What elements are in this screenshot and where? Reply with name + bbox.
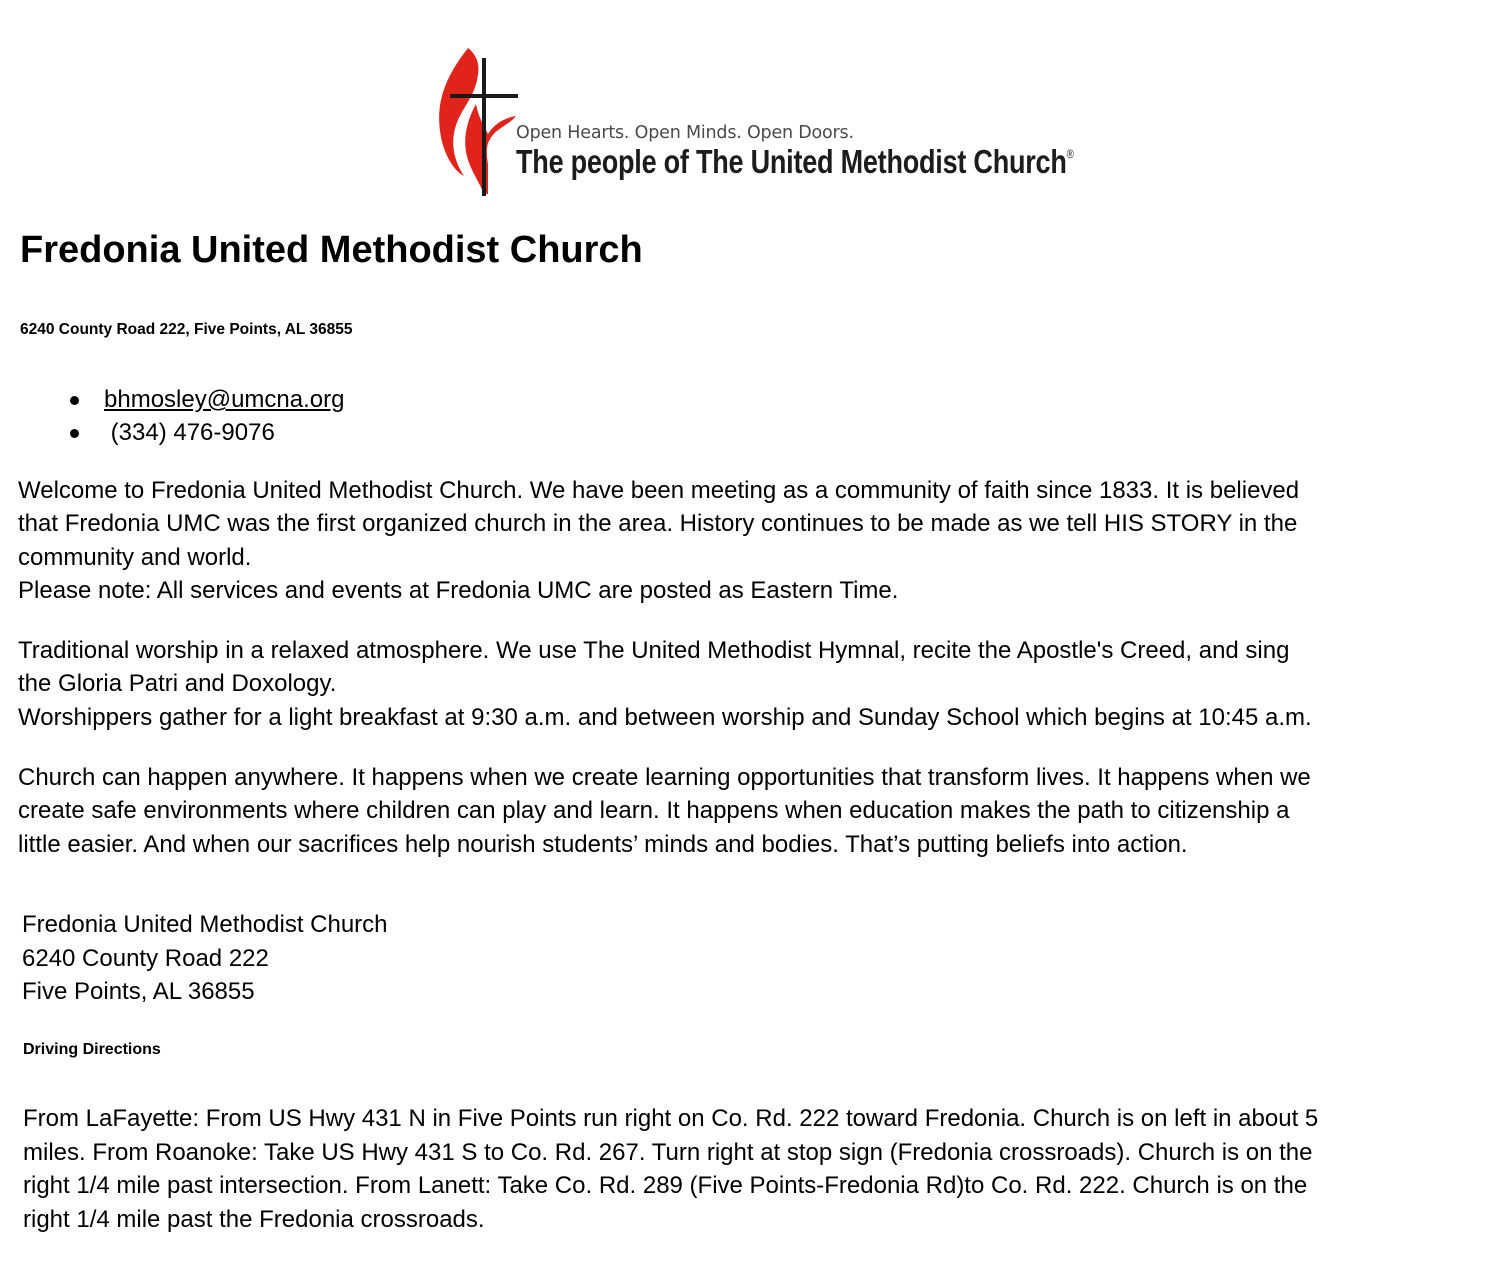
logo-brand-text	[516, 143, 1074, 181]
mission-line: little easier. And when our sacrifices help nourish students’ minds and bodies. That’s putting beliefs into action.	[18, 830, 1188, 858]
contact-list	[70, 383, 344, 449]
page-title: Fredonia United Methodist Church	[20, 229, 643, 271]
bullet-icon	[70, 429, 79, 438]
mission-line: Church can happen anywhere. It happens when we create learning opportunities that transform lives. It happens when we	[18, 764, 1311, 791]
directions-line: miles. From Roanoke: Take US Hwy 431 S to Co. Rd. 267. Turn right at stop sign (Fredonia crossroads). Church is on the	[23, 1138, 1313, 1166]
logo-tagline: Open Hearts. Open Minds. Open Doors.	[516, 123, 854, 143]
logo-brand-label: The people of The United Methodist Church	[516, 143, 1067, 180]
welcome-line: community and world.	[18, 543, 252, 571]
cross-and-flame-icon	[436, 46, 526, 198]
worship-line: the Gloria Patri and Doxology.	[18, 670, 337, 698]
address-block	[22, 908, 388, 1009]
address-street: 6240 County Road 222	[22, 944, 269, 972]
directions-text	[23, 1102, 1493, 1236]
worship-line: Traditional worship in a relaxed atmosphere. We use The United Methodist Hymnal, recite the Apostle's Creed, and sing	[18, 637, 1290, 664]
header-address: 6240 County Road 222, Five Points, AL 36855	[20, 321, 353, 338]
contact-item-email	[70, 383, 344, 416]
mission-paragraph	[18, 761, 1498, 861]
worship-paragraph	[18, 634, 1498, 734]
directions-line: right 1/4 mile past intersection. From Lanett: Take Co. Rd. 289 (Five Points-Fredonia Rd)to Co. Rd. 222. Church is on the	[23, 1172, 1308, 1199]
address-city: Five Points, AL 36855	[22, 978, 255, 1005]
directions-line: right 1/4 mile past the Fredonia crossroads.	[23, 1205, 485, 1233]
schedule-line: Worshippers gather for a light breakfast at 9:30 a.m. and between worship and Sunday School which begins at 10:45 a.m.	[18, 703, 1312, 731]
email-link[interactable]: bhmosley@umcna.org	[104, 386, 345, 413]
mission-line: create safe environments where children can play and learn. It happens when education makes the path to citizenship a	[18, 797, 1290, 825]
welcome-line: Welcome to Fredonia United Methodist Church. We have been meeting as a community of faith since 1833. It is believed	[18, 477, 1300, 504]
registered-mark: ®	[1066, 147, 1074, 161]
directions-line: From LaFayette: From US Hwy 431 N in Five Points run right on Co. Rd. 222 toward Fredonia. Church is on left in about 5	[23, 1105, 1319, 1132]
welcome-paragraph	[18, 474, 1498, 608]
umc-logo	[436, 46, 1076, 198]
address-church-name: Fredonia United Methodist Church	[22, 911, 388, 938]
bullet-icon	[70, 396, 79, 405]
directions-heading: Driving Directions	[23, 1041, 161, 1058]
contact-item-phone	[70, 416, 344, 449]
timezone-note: Please note: All services and events at Fredonia UMC are posted as Eastern Time.	[18, 577, 899, 605]
welcome-line: that Fredonia UMC was the first organized church in the area. History continues to be made as we tell HIS STORY in the	[18, 510, 1298, 538]
phone-number: (334) 476-9076	[104, 419, 275, 446]
